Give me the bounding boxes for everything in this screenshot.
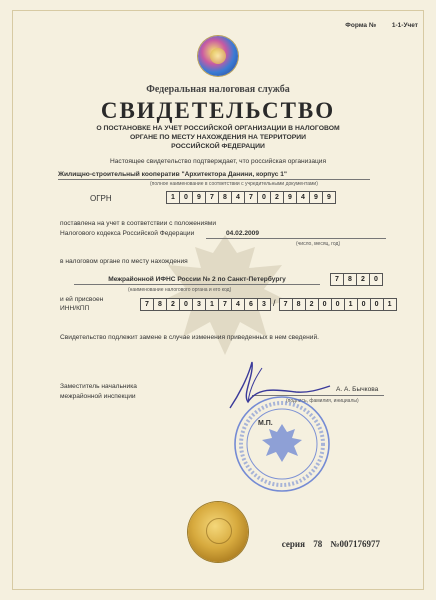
eagle-watermark-icon — [150, 220, 300, 370]
signature-caption: (подпись, фамилия, инициалы) — [286, 398, 359, 404]
tax-location-text: в налоговом органе по месту нахождения — [60, 258, 188, 265]
document-title: СВИДЕТЕЛЬСТВО — [100, 98, 336, 123]
document-number: №007176977 — [330, 539, 380, 549]
series-number — [282, 539, 380, 549]
hologram-emblem-icon — [198, 36, 238, 76]
series-value: 78 — [313, 539, 323, 549]
date-caption: (число, месяц, год) — [296, 241, 341, 247]
official-stamp-icon — [232, 394, 332, 494]
ogrn-cells: 1 0 9 7 8 4 7 0 2 9 4 9 9 — [166, 191, 335, 204]
form-label: Форма № — [345, 22, 377, 29]
inn-kpp-cells: 7 8 2 0 3 1 7 4 6 3 / 7 8 2 0 0 1 0 0 1 — [140, 298, 396, 311]
org-name: Жилищно-строительный кооператив "Архитектора Данини, корпус 1" — [58, 171, 370, 180]
tax-office-name: Межрайонной ИФНС России № 2 по Санкт-Петербургу — [74, 276, 320, 285]
tax-office-caption: (наименование налогового органа и его код) — [128, 287, 232, 293]
registration-date: 04.02.2009 — [226, 230, 260, 237]
inn-label-1: и ей присвоен — [60, 296, 104, 303]
registered-line-2: Налогового кодекса Российской Федерации — [60, 230, 195, 237]
form-number — [345, 22, 418, 29]
signer-role-line-2: межрайонной инспекции — [60, 393, 136, 400]
form-value: 1-1-Учет — [391, 22, 418, 29]
registered-line-1: поставлена на учет в соответствии с положениями — [60, 220, 217, 227]
replacement-note: Свидетельство подлежит замене в случае изменения приведенных в нем сведений. — [60, 334, 319, 341]
ogrn-label: ОГРН — [90, 194, 112, 203]
tax-office-code-cells: 7 8 2 0 — [330, 273, 382, 286]
signer-name: А. А. Бычкова — [336, 386, 379, 393]
inn-label-2: ИНН/КПП — [60, 305, 90, 312]
confirm-text: Настоящее свидетельство подтверждает, что российская организация — [110, 158, 327, 165]
org-name-caption: (полное наименование в соответствии с учредительными документами) — [150, 181, 318, 187]
signer-role-line-1: Заместитель начальника — [60, 383, 137, 390]
date-underline — [206, 238, 386, 239]
stamp-place-label: М.П. — [258, 420, 273, 427]
agency-name: Федеральная налоговая служба — [146, 84, 290, 95]
document-subtitle: О ПОСТАНОВКЕ НА УЧЕТ РОССИЙСКОЙ ОРГАНИЗАЦИИ В НАЛОГОВОМ ОРГАНЕ ПО МЕСТУ НАХОЖДЕНИЯ НА ТЕРРИТОРИИ РОССИЙСКОЙ ФЕДЕРАЦИИ — [96, 125, 340, 150]
series-label: серия — [281, 539, 305, 549]
gold-seal-icon — [188, 502, 248, 562]
